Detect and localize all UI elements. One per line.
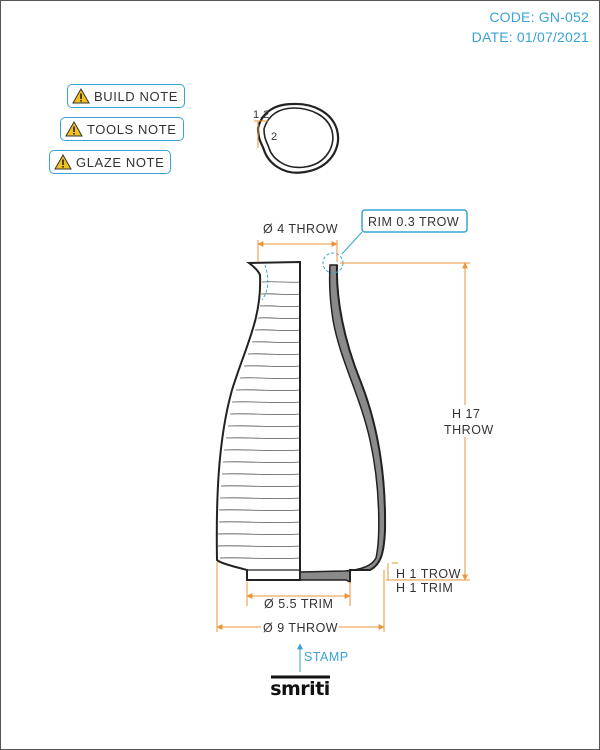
build-note-label: BUILD NOTE (94, 88, 179, 104)
rim-callout (342, 210, 467, 254)
top-diameter-label: Ø 4 THROW (263, 222, 339, 236)
code-label: CODE: GN-052 (489, 9, 589, 25)
rim-top-view (253, 104, 338, 173)
smriti-logo-mark: smriti (270, 678, 330, 700)
base-diameter-label: Ø 9 THROW (263, 621, 339, 635)
stamp-callout (300, 644, 349, 672)
smriti-logo (270, 677, 330, 700)
rim-width-label: 1.2 (253, 109, 270, 121)
height-label: H 17 (452, 407, 481, 421)
rim-callout-label: RIM 0.3 TROW (368, 215, 460, 229)
glaze-note-label: GLAZE NOTE (76, 154, 165, 170)
base-height-throw-label: H 1 TROW (396, 567, 461, 581)
base-height-trim-label: H 1 TRIM (396, 581, 454, 595)
foot-diameter-label: Ø 5.5 TRIM (264, 597, 334, 611)
date-label: DATE: 01/07/2021 (471, 29, 589, 45)
stamp-label: STAMP (304, 650, 349, 664)
rim-depth-label: 2 (271, 131, 278, 143)
tools-note-label: TOOLS NOTE (87, 121, 177, 137)
vase-section-half (300, 253, 385, 582)
vase-outer-half (217, 262, 300, 580)
height-label-method: THROW (444, 423, 494, 437)
